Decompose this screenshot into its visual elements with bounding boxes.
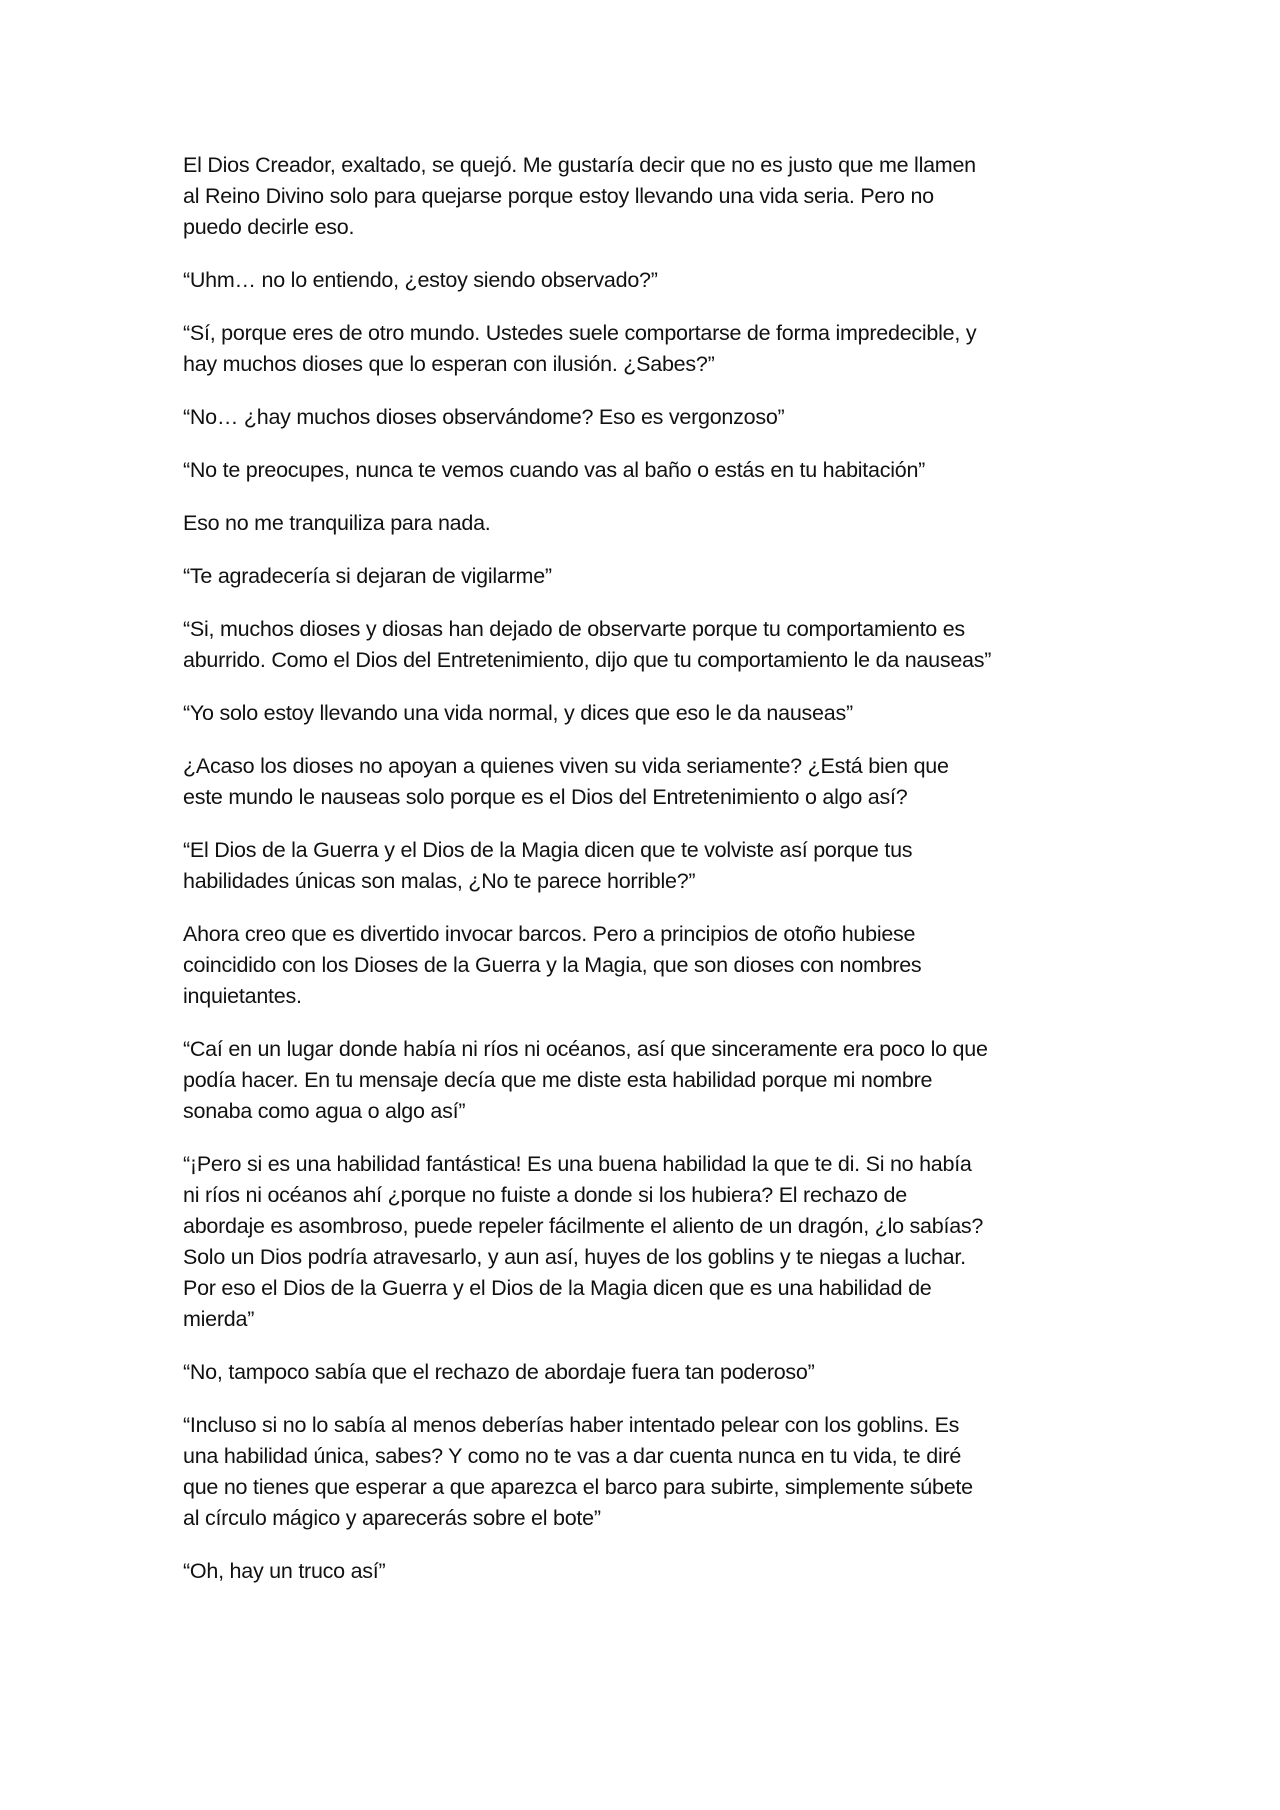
paragraph xyxy=(183,150,1113,243)
text-line: “Si, muchos dioses y diosas han dejado de observarte porque tu comportamiento es xyxy=(183,617,965,641)
text-line: puedo decirle eso. xyxy=(183,215,355,239)
paragraph xyxy=(183,1034,1113,1127)
paragraph xyxy=(183,919,1113,1012)
text-line: “Incluso si no lo sabía al menos deberías haber intentado pelear con los goblins. Es xyxy=(183,1413,960,1437)
paragraph xyxy=(183,508,1113,539)
document-body xyxy=(183,150,1113,1609)
text-line: “No… ¿hay muchos dioses observándome? Eso es vergonzoso” xyxy=(183,405,785,429)
text-line: El Dios Creador, exaltado, se quejó. Me gustaría decir que no es justo que me llamen xyxy=(183,153,976,177)
text-line: Eso no me tranquiliza para nada. xyxy=(183,511,491,535)
text-line: que no tienes que esperar a que aparezca el barco para subirte, simplemente súbete xyxy=(183,1475,973,1499)
text-line: al círculo mágico y aparecerás sobre el bote” xyxy=(183,1506,601,1530)
paragraph xyxy=(183,318,1113,380)
paragraph xyxy=(183,1357,1113,1388)
text-line: “Caí en un lugar donde había ni ríos ni océanos, así que sinceramente era poco lo que xyxy=(183,1037,988,1061)
paragraph xyxy=(183,1149,1113,1335)
text-line: Solo un Dios podría atravesarlo, y aun así, huyes de los goblins y te niegas a luchar. xyxy=(183,1245,966,1269)
paragraph xyxy=(183,698,1113,729)
text-line: Ahora creo que es divertido invocar barcos. Pero a principios de otoño hubiese xyxy=(183,922,916,946)
paragraph xyxy=(183,1556,1113,1587)
text-line: “Yo solo estoy llevando una vida normal, y dices que eso le da nauseas” xyxy=(183,701,853,725)
text-line: abordaje es asombroso, puede repeler fácilmente el aliento de un dragón, ¿lo sabías? xyxy=(183,1214,984,1238)
text-line: coincidido con los Dioses de la Guerra y la Magia, que son dioses con nombres xyxy=(183,953,922,977)
text-line: podía hacer. En tu mensaje decía que me diste esta habilidad porque mi nombre xyxy=(183,1068,933,1092)
paragraph xyxy=(183,835,1113,897)
text-line: una habilidad única, sabes? Y como no te vas a dar cuenta nunca en tu vida, te diré xyxy=(183,1444,962,1468)
text-line: Por eso el Dios de la Guerra y el Dios de la Magia dicen que es una habilidad de xyxy=(183,1276,932,1300)
paragraph xyxy=(183,561,1113,592)
text-line: “Uhm… no lo entiendo, ¿estoy siendo observado?” xyxy=(183,268,658,292)
text-line: inquietantes. xyxy=(183,984,302,1008)
paragraph xyxy=(183,1410,1113,1534)
text-line: mierda” xyxy=(183,1307,255,1331)
paragraph xyxy=(183,455,1113,486)
text-line: ni ríos ni océanos ahí ¿porque no fuiste a donde si los hubiera? El rechazo de xyxy=(183,1183,907,1207)
text-line: este mundo le nauseas solo porque es el Dios del Entretenimiento o algo así? xyxy=(183,785,908,809)
paragraph xyxy=(183,265,1113,296)
text-line: “¡Pero si es una habilidad fantástica! Es una buena habilidad la que te di. Si no había xyxy=(183,1152,972,1176)
text-line: aburrido. Como el Dios del Entretenimiento, dijo que tu comportamiento le da nauseas” xyxy=(183,648,992,672)
text-line: “El Dios de la Guerra y el Dios de la Magia dicen que te volviste así porque tus xyxy=(183,838,913,862)
text-line: hay muchos dioses que lo esperan con ilusión. ¿Sabes?” xyxy=(183,352,715,376)
text-line: “Sí, porque eres de otro mundo. Ustedes suele comportarse de forma impredecible, y xyxy=(183,321,977,345)
text-line: “Oh, hay un truco así” xyxy=(183,1559,386,1583)
paragraph xyxy=(183,402,1113,433)
text-line: “Te agradecería si dejaran de vigilarme” xyxy=(183,564,552,588)
text-line: “No te preocupes, nunca te vemos cuando vas al baño o estás en tu habitación” xyxy=(183,458,926,482)
text-line: “No, tampoco sabía que el rechazo de abordaje fuera tan poderoso” xyxy=(183,1360,815,1384)
text-line: ¿Acaso los dioses no apoyan a quienes viven su vida seriamente? ¿Está bien que xyxy=(183,754,949,778)
text-line: al Reino Divino solo para quejarse porque estoy llevando una vida seria. Pero no xyxy=(183,184,934,208)
text-line: sonaba como agua o algo así” xyxy=(183,1099,466,1123)
paragraph xyxy=(183,614,1113,676)
text-line: habilidades únicas son malas, ¿No te parece horrible?” xyxy=(183,869,696,893)
paragraph xyxy=(183,751,1113,813)
